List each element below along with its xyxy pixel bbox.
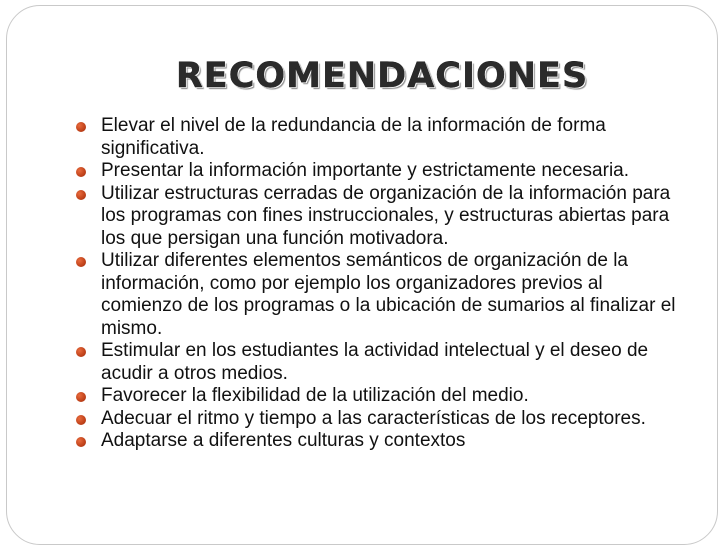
bullet-dot-icon bbox=[76, 190, 86, 200]
list-item bbox=[76, 160, 676, 183]
bullet-text: Adaptarse a diferentes culturas y contextos bbox=[101, 430, 466, 451]
bullet-text: Utilizar estructuras cerradas de organización de la información para los programas con fines instruccionales, y estructuras abiertas para los que persigan una función motivadora. bbox=[101, 182, 671, 249]
list-item bbox=[76, 340, 676, 385]
list-item bbox=[76, 408, 676, 431]
bullet-text: Elevar el nivel de la redundancia de la información de forma significativa. bbox=[101, 115, 606, 159]
bullet-text: Favorecer la flexibilidad de la utilización del medio. bbox=[101, 385, 529, 406]
list-item bbox=[76, 115, 676, 160]
bullet-text: Utilizar diferentes elementos semánticos de organización de la información, como por ejemplo los organizadores previos al comienzo de los programas o la ubicación de sumarios al finalizar el mismo. bbox=[101, 250, 676, 339]
bullet-dot-icon bbox=[76, 122, 86, 132]
bullet-text: Adecuar el ritmo y tiempo a las características de los receptores. bbox=[101, 407, 646, 429]
bullet-dot-icon bbox=[76, 167, 86, 177]
bullet-dot-icon bbox=[76, 437, 86, 447]
slide-title: RECOMENDACIONES bbox=[175, 56, 589, 96]
bullet-dot-icon bbox=[76, 347, 86, 357]
bullet-dot-icon bbox=[76, 392, 86, 402]
list-item bbox=[76, 430, 676, 453]
bullet-dot-icon bbox=[76, 415, 86, 425]
bullet-text: Estimular en los estudiantes la actividad intelectual y el deseo de acudir a otros medios. bbox=[101, 340, 649, 384]
list-item bbox=[76, 385, 676, 408]
bullet-text: Presentar la información importante y estrictamente necesaria. bbox=[101, 160, 630, 181]
list-item bbox=[76, 183, 676, 251]
bullet-dot-icon bbox=[76, 257, 86, 267]
list-item bbox=[76, 250, 676, 340]
bullet-list bbox=[76, 115, 676, 453]
